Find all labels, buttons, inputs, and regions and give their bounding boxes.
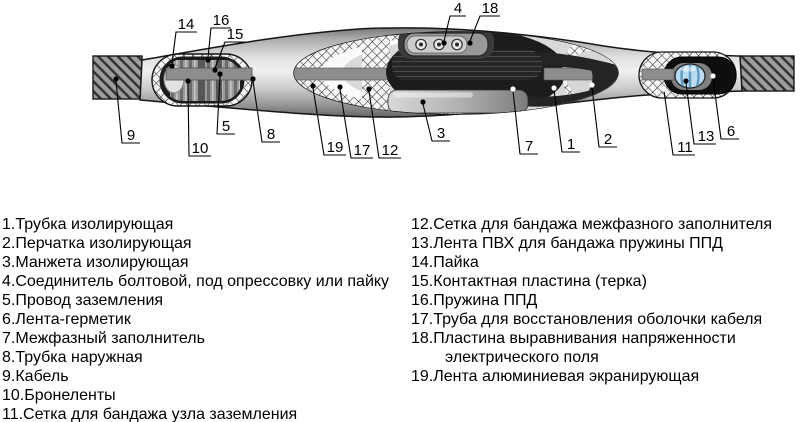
- callout-label-19: 19: [326, 139, 344, 156]
- cable-right: [740, 56, 794, 91]
- legend-item-11: 11.Сетка для бандажа узла заземления: [2, 406, 298, 422]
- legend-item-3: 3.Манжета изолирующая: [2, 254, 189, 271]
- legend-item-12: 12.Сетка для бандажа межфазного заполнителя: [411, 216, 773, 233]
- callout-label-3: 3: [436, 125, 446, 142]
- legend-item-9: 9.Кабель: [2, 368, 69, 385]
- legend-item-6: 6.Лента-герметик: [2, 311, 131, 328]
- callout-label-11: 11: [677, 139, 693, 156]
- callout-label-17: 17: [353, 142, 371, 159]
- legend-item-7: 7.Межфазный заполнитель: [2, 330, 205, 347]
- legend-item-10: 10.Бронеленты: [2, 387, 116, 404]
- legend-item-19: 19.Лента алюминиевая экранирующая: [411, 368, 700, 385]
- legend-item-14: 14.Пайка: [411, 254, 479, 271]
- legend-item-16: 16.Пружина ППД: [411, 292, 538, 309]
- callout-label-1: 1: [566, 136, 576, 153]
- callout-label-7: 7: [524, 138, 534, 155]
- legend-item-18: 18.Пластина выравнивания напряженности электрического поля: [411, 330, 736, 366]
- ground-wire-end: [642, 69, 674, 80]
- cuff-highlight: [393, 93, 473, 98]
- callout-label-8: 8: [266, 126, 276, 143]
- contact-plate: [198, 60, 205, 102]
- ground-wire-left: [166, 68, 252, 80]
- legend-column-right: [411, 215, 797, 386]
- grounding-node-cutaway: [152, 54, 252, 106]
- legend-item-8: 8.Трубка наружная: [2, 349, 143, 366]
- callout-label-10: 10: [191, 140, 209, 157]
- legend-item-17: 17.Труба для восстановления оболочки кабеля: [411, 311, 763, 328]
- capsule-sheen: [680, 66, 696, 71]
- callout-label-4: 4: [453, 0, 463, 17]
- callout-label-5: 5: [221, 118, 231, 135]
- callout-label-9: 9: [126, 127, 136, 144]
- callout-label-18: 18: [481, 0, 499, 17]
- callout-label-16: 16: [212, 12, 230, 29]
- callout-label-6: 6: [726, 123, 736, 140]
- legend-item-5: 5.Провод заземления: [2, 292, 164, 309]
- legend-column-left: [2, 215, 407, 422]
- callout-label-2: 2: [603, 131, 613, 148]
- connector-bolts: [416, 39, 462, 49]
- legend-item-13: 13.Лента ПВХ для бандажа пружины ППД: [411, 235, 723, 252]
- callout-label-14: 14: [177, 16, 195, 33]
- callout-label-15: 15: [226, 26, 244, 43]
- legend-item-1: 1.Трубка изолирующая: [2, 216, 174, 233]
- legend-item-2: 2.Перчатка изолирующая: [2, 235, 192, 252]
- callout-label-12: 12: [381, 142, 399, 159]
- callout-label-13: 13: [697, 128, 715, 145]
- legend-item-4: 4.Соединитель болтовой, под опрессовку или пайку: [2, 273, 390, 290]
- legend-item-15: 15.Контактная пластина (терка): [411, 273, 647, 290]
